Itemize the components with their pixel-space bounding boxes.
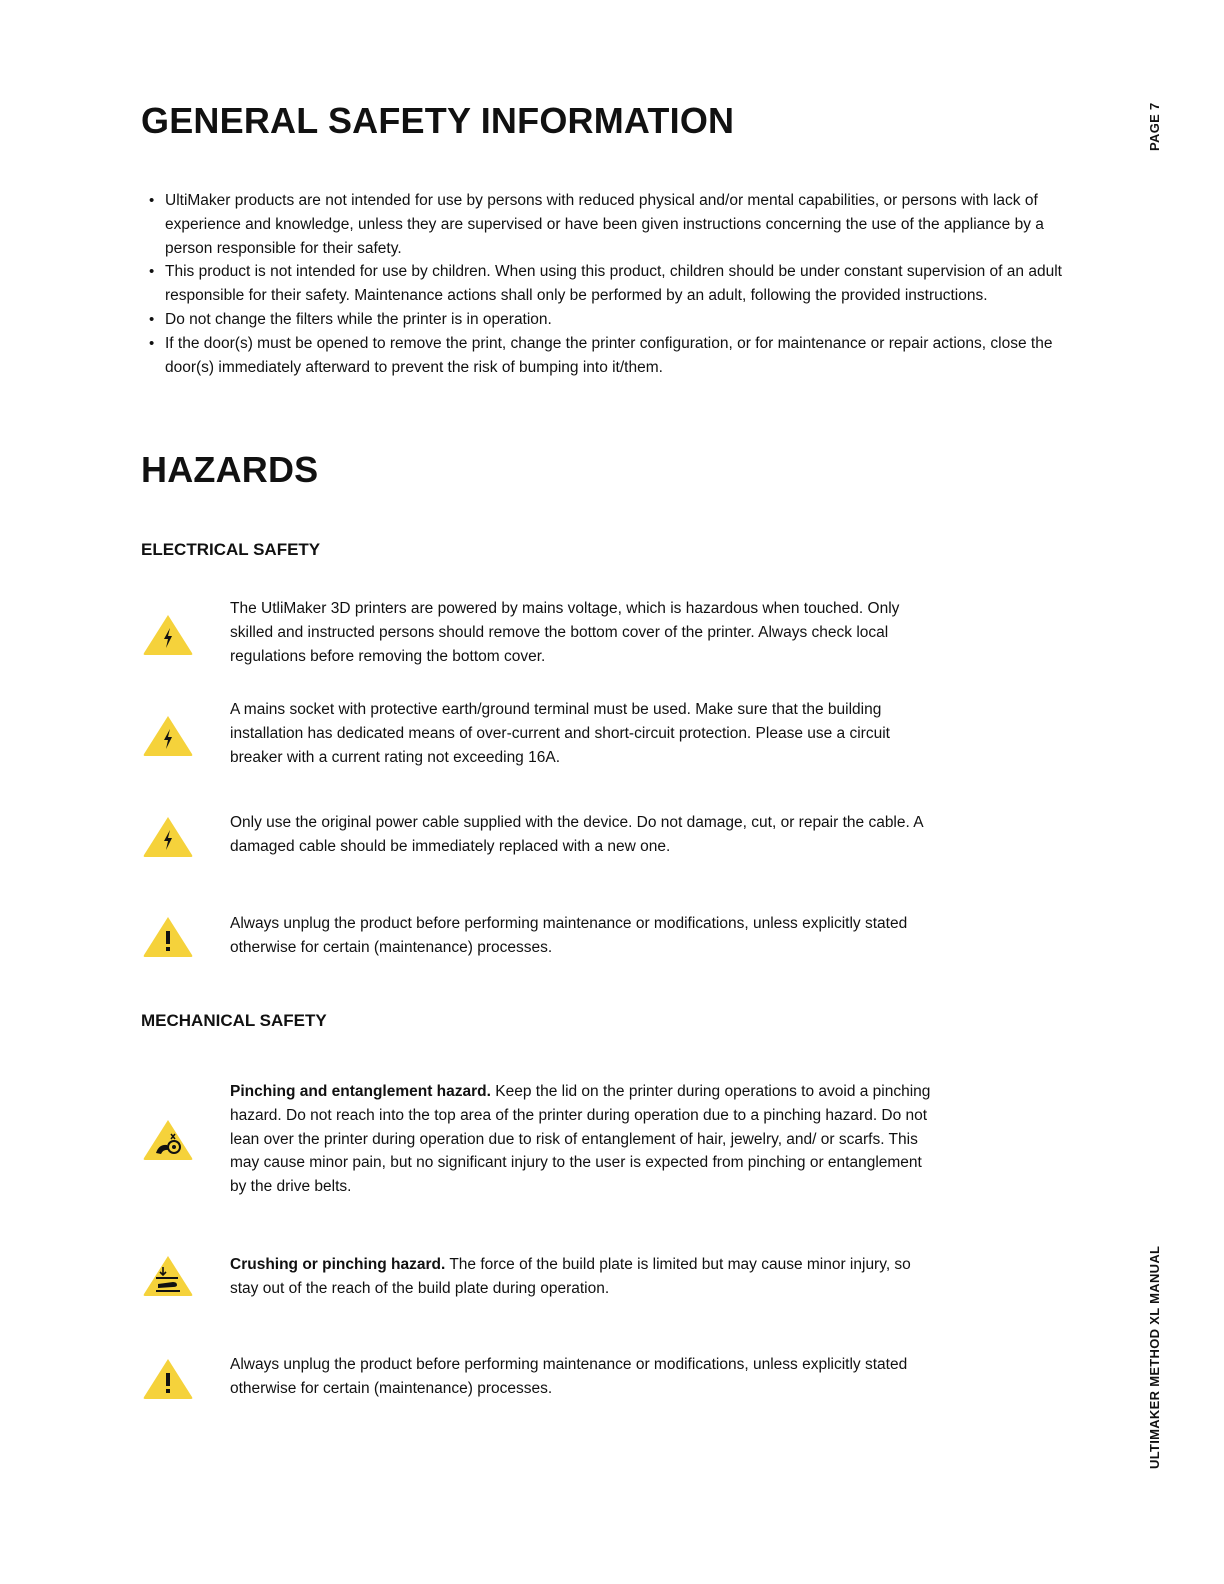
crushing-hazard-icon bbox=[141, 1253, 195, 1297]
electrical-hazard-icon bbox=[141, 612, 195, 656]
page-number: PAGE 7 bbox=[1147, 102, 1162, 151]
hazard-text: Always unplug the product before performing maintenance or modifications, unless explicitly stated otherwise for certain (maintenance) processes. bbox=[230, 1356, 908, 1397]
electrical-safety-title: ELECTRICAL SAFETY bbox=[141, 540, 321, 559]
general-warning-icon bbox=[141, 914, 195, 958]
electrical-hazard-icon bbox=[141, 814, 195, 858]
hazards-title: HAZARDS bbox=[141, 449, 319, 490]
hazard-text: Only use the original power cable supplied with the device. Do not damage, cut, or repair the cable. A damaged cable should be immediately replaced with a new one. bbox=[230, 814, 923, 855]
hazard-item bbox=[141, 1080, 941, 1196]
hazard-text bbox=[230, 1253, 936, 1301]
hazard-item bbox=[141, 597, 941, 665]
hazard-item bbox=[141, 811, 941, 855]
hazard-text: The UtliMaker 3D printers are powered by mains voltage, which is hazardous when touched. Only skilled and instructed persons should remove the bottom cover of the printer. Always check local regulations before removing the bottom cover. bbox=[230, 600, 900, 665]
manual-title: ULTIMAKER METHOD XL MANUAL bbox=[1147, 1245, 1162, 1469]
hazard-item bbox=[141, 912, 941, 956]
general-safety-list bbox=[141, 189, 1090, 379]
hazard-label: Crushing or pinching hazard. bbox=[230, 1256, 446, 1273]
hazard-description: The force of the build plate is limited but may cause minor injury, so stay out of the reach of the build plate during operation. bbox=[230, 1256, 911, 1297]
hazard-description: Keep the lid on the printer during operations to avoid a pinching hazard. Do not reach into the top area of the printer during operation due to a pinching hazard. Do not lean over the printer during operation due to risk of entanglement of hair, jewelry, and/ or scarfs. This may cause minor pain, but no significant injury to the user is expected from pinching or entanglement by the drive belts. bbox=[230, 1083, 931, 1196]
hazard-text: A mains socket with protective earth/ground terminal must be used. Make sure that the building installation has dedicated means of over-current and short-circuit protection. Please use a circuit breaker with a current rating not exceeding 16A. bbox=[230, 701, 890, 766]
list-item: • This product is not intended for use by children. When using this product, children should be under constant supervision of an adult responsible for their safety. Maintenance actions shall only be performed by an adult, following the provided instructions. bbox=[165, 260, 1090, 308]
hazard-text bbox=[230, 1080, 936, 1199]
list-item: • Do not change the filters while the printer is in operation. bbox=[165, 308, 1090, 332]
list-item: • If the door(s) must be opened to remove the print, change the printer configuration, or for maintenance or repair actions, close the door(s) immediately afterward to prevent the risk of bumping into it/them. bbox=[165, 332, 1090, 380]
hazard-label: Pinching and entanglement hazard. bbox=[230, 1083, 491, 1100]
entanglement-hazard-icon bbox=[141, 1117, 195, 1161]
hazard-item bbox=[141, 1353, 941, 1397]
general-safety-title: GENERAL SAFETY INFORMATION bbox=[141, 100, 735, 141]
list-item: • UltiMaker products are not intended for use by persons with reduced physical and/or mental capabilities, or persons with lack of experience and knowledge, unless they are supervised or have been given instructions concerning the use of the appliance by a person responsible for their safety. bbox=[165, 189, 1090, 260]
hazard-text: Always unplug the product before performing maintenance or modifications, unless explicitly stated otherwise for certain (maintenance) processes. bbox=[230, 915, 908, 956]
hazard-item bbox=[141, 698, 941, 766]
hazard-item bbox=[141, 1253, 941, 1297]
electrical-hazard-icon bbox=[141, 713, 195, 757]
general-warning-icon bbox=[141, 1356, 195, 1400]
mechanical-safety-title: MECHANICAL SAFETY bbox=[141, 1011, 327, 1030]
